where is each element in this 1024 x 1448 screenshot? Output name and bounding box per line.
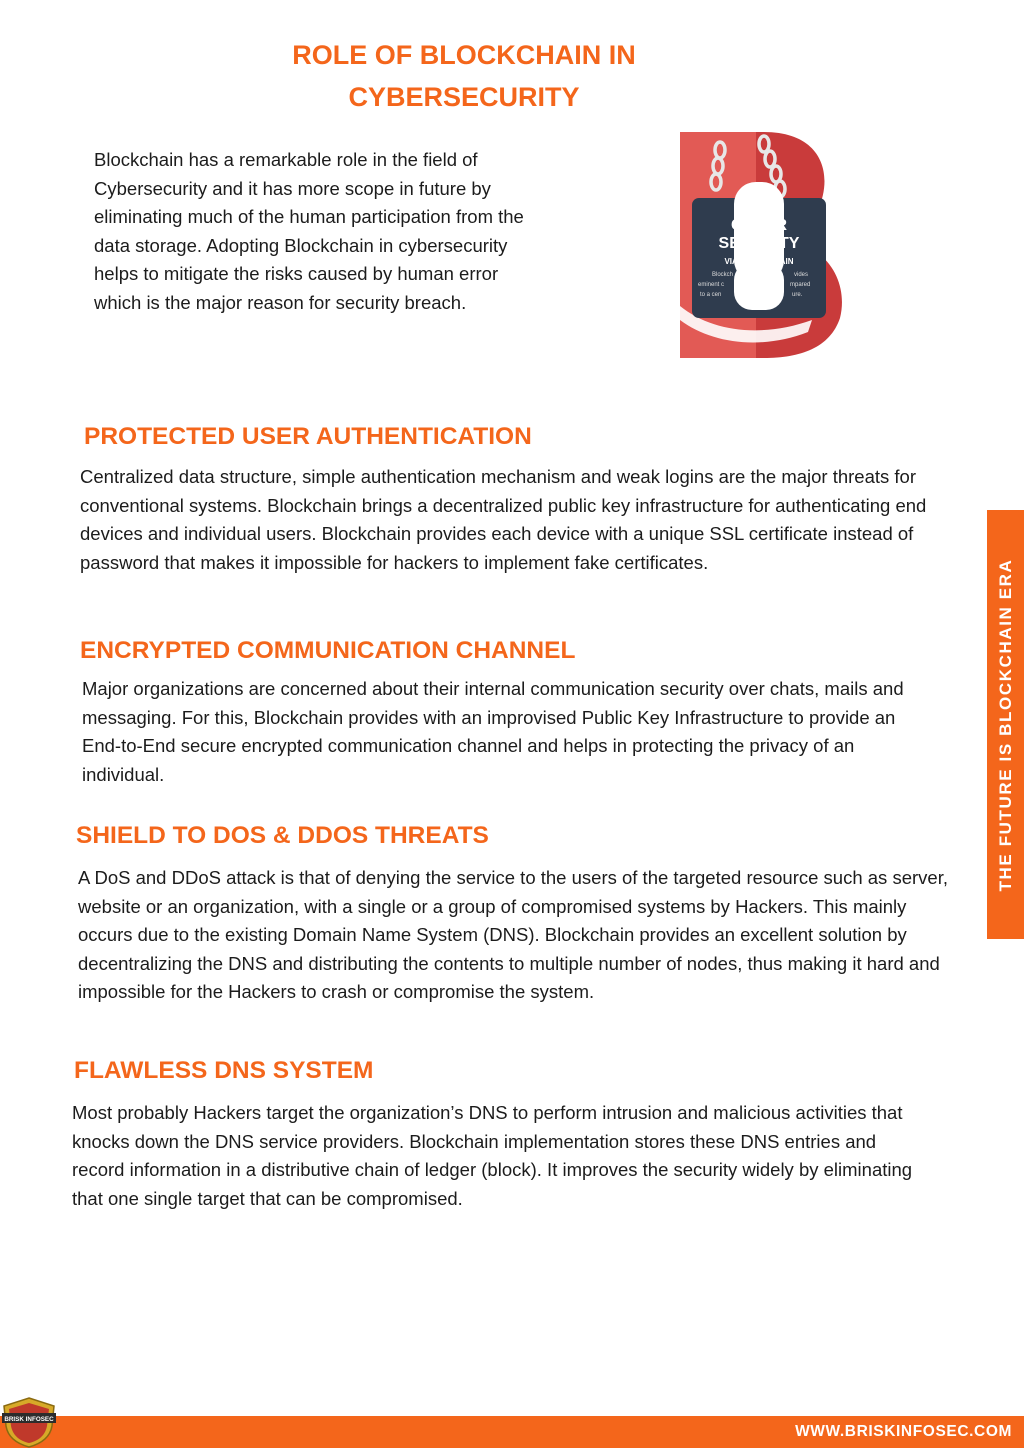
- section-body-authentication: Centralized data structure, simple authentication mechanism and weak logins are the major threats for conventional systems. Blockchain brings a decentralized public key infrastructure for authenticating end devices and individual users. Blockchain provides each device with a unique SSL certificate instead of password that makes it impossible for hackers to implement fake certificates.: [80, 466, 927, 573]
- page-title-line-1: ROLE OF BLOCKCHAIN IN: [292, 40, 636, 70]
- illustration-fine-print-3: eminent c: [698, 282, 725, 288]
- illustration-fine-print-5: to a cen: [700, 292, 722, 298]
- logo-text: BRISK INFOSEC: [4, 1416, 54, 1423]
- footer-website-link[interactable]: WWW.BRISKINFOSEC.COM: [795, 1423, 1012, 1440]
- footer-bar: [0, 1416, 1024, 1448]
- brisk-infosec-logo: [0, 1396, 58, 1448]
- intro-paragraph: Blockchain has a remarkable role in the field of Cybersecurity and it has more scope in future by eliminating much of the human participation from the data storage. Adopting Blockchain in cybersecurity helps to mitigate the risks caused by human error which is the major reason for security breach.: [94, 149, 524, 313]
- section-body-dos-ddos: A DoS and DDoS attack is that of denying the service to the users of the targeted resource such as server, website or an organization, with a single or a group of compromised systems by Hackers. This mainly occurs due to the existing Domain Name System (DNS). Blockchain provides an excellent solution by decentralizing the DNS and distributing the contents to multiple number of nodes, thus making it hard and impossible for the Hackers to crash or compromise the system.: [78, 867, 948, 1003]
- illustration-line-2: SECURITY: [718, 235, 800, 252]
- side-tab-label: THE FUTURE IS BLOCKCHAIN ERA: [995, 558, 1015, 891]
- illustration-fine-print-4: mpared: [790, 282, 811, 288]
- illustration-fine-print-1: Blockch: [712, 272, 734, 278]
- section-heading-authentication: PROTECTED USER AUTHENTICATION: [84, 423, 532, 450]
- page-title: [0, 34, 928, 118]
- section-heading-dns: FLAWLESS DNS SYSTEM: [74, 1057, 374, 1084]
- illustration-fine-print-6: ure.: [792, 292, 803, 298]
- illustration-line-1: CYBER: [730, 217, 788, 234]
- side-tab: [987, 510, 1024, 939]
- cyber-security-illustration: [672, 126, 852, 362]
- illustration-line-3: VIA BLOCKCHAIN: [724, 257, 794, 266]
- section-body-encrypted-channel: Major organizations are concerned about their internal communication security over chats, mails and messaging. For this, Blockchain provides with an improvised Public Key Infrastructure to provide an End-to-End secure encrypted communication channel and helps in protecting the privacy of an individual.: [82, 678, 904, 785]
- illustration-fine-print-2: vides: [794, 272, 809, 278]
- section-body-dns: Most probably Hackers target the organization’s DNS to perform intrusion and malicious activities that knocks down the DNS service providers. Blockchain implementation stores these DNS entries and record information in a distributive chain of ledger (block). It improves the security widely by eliminating that one single target that can be compromised.: [72, 1102, 913, 1209]
- padlock-sign: [692, 182, 826, 318]
- page-title-line-2: CYBERSECURITY: [348, 82, 580, 112]
- section-heading-dos-ddos: SHIELD TO DOS & DDOS THREATS: [76, 822, 489, 849]
- section-heading-encrypted-channel: ENCRYPTED COMMUNICATION CHANNEL: [80, 637, 576, 664]
